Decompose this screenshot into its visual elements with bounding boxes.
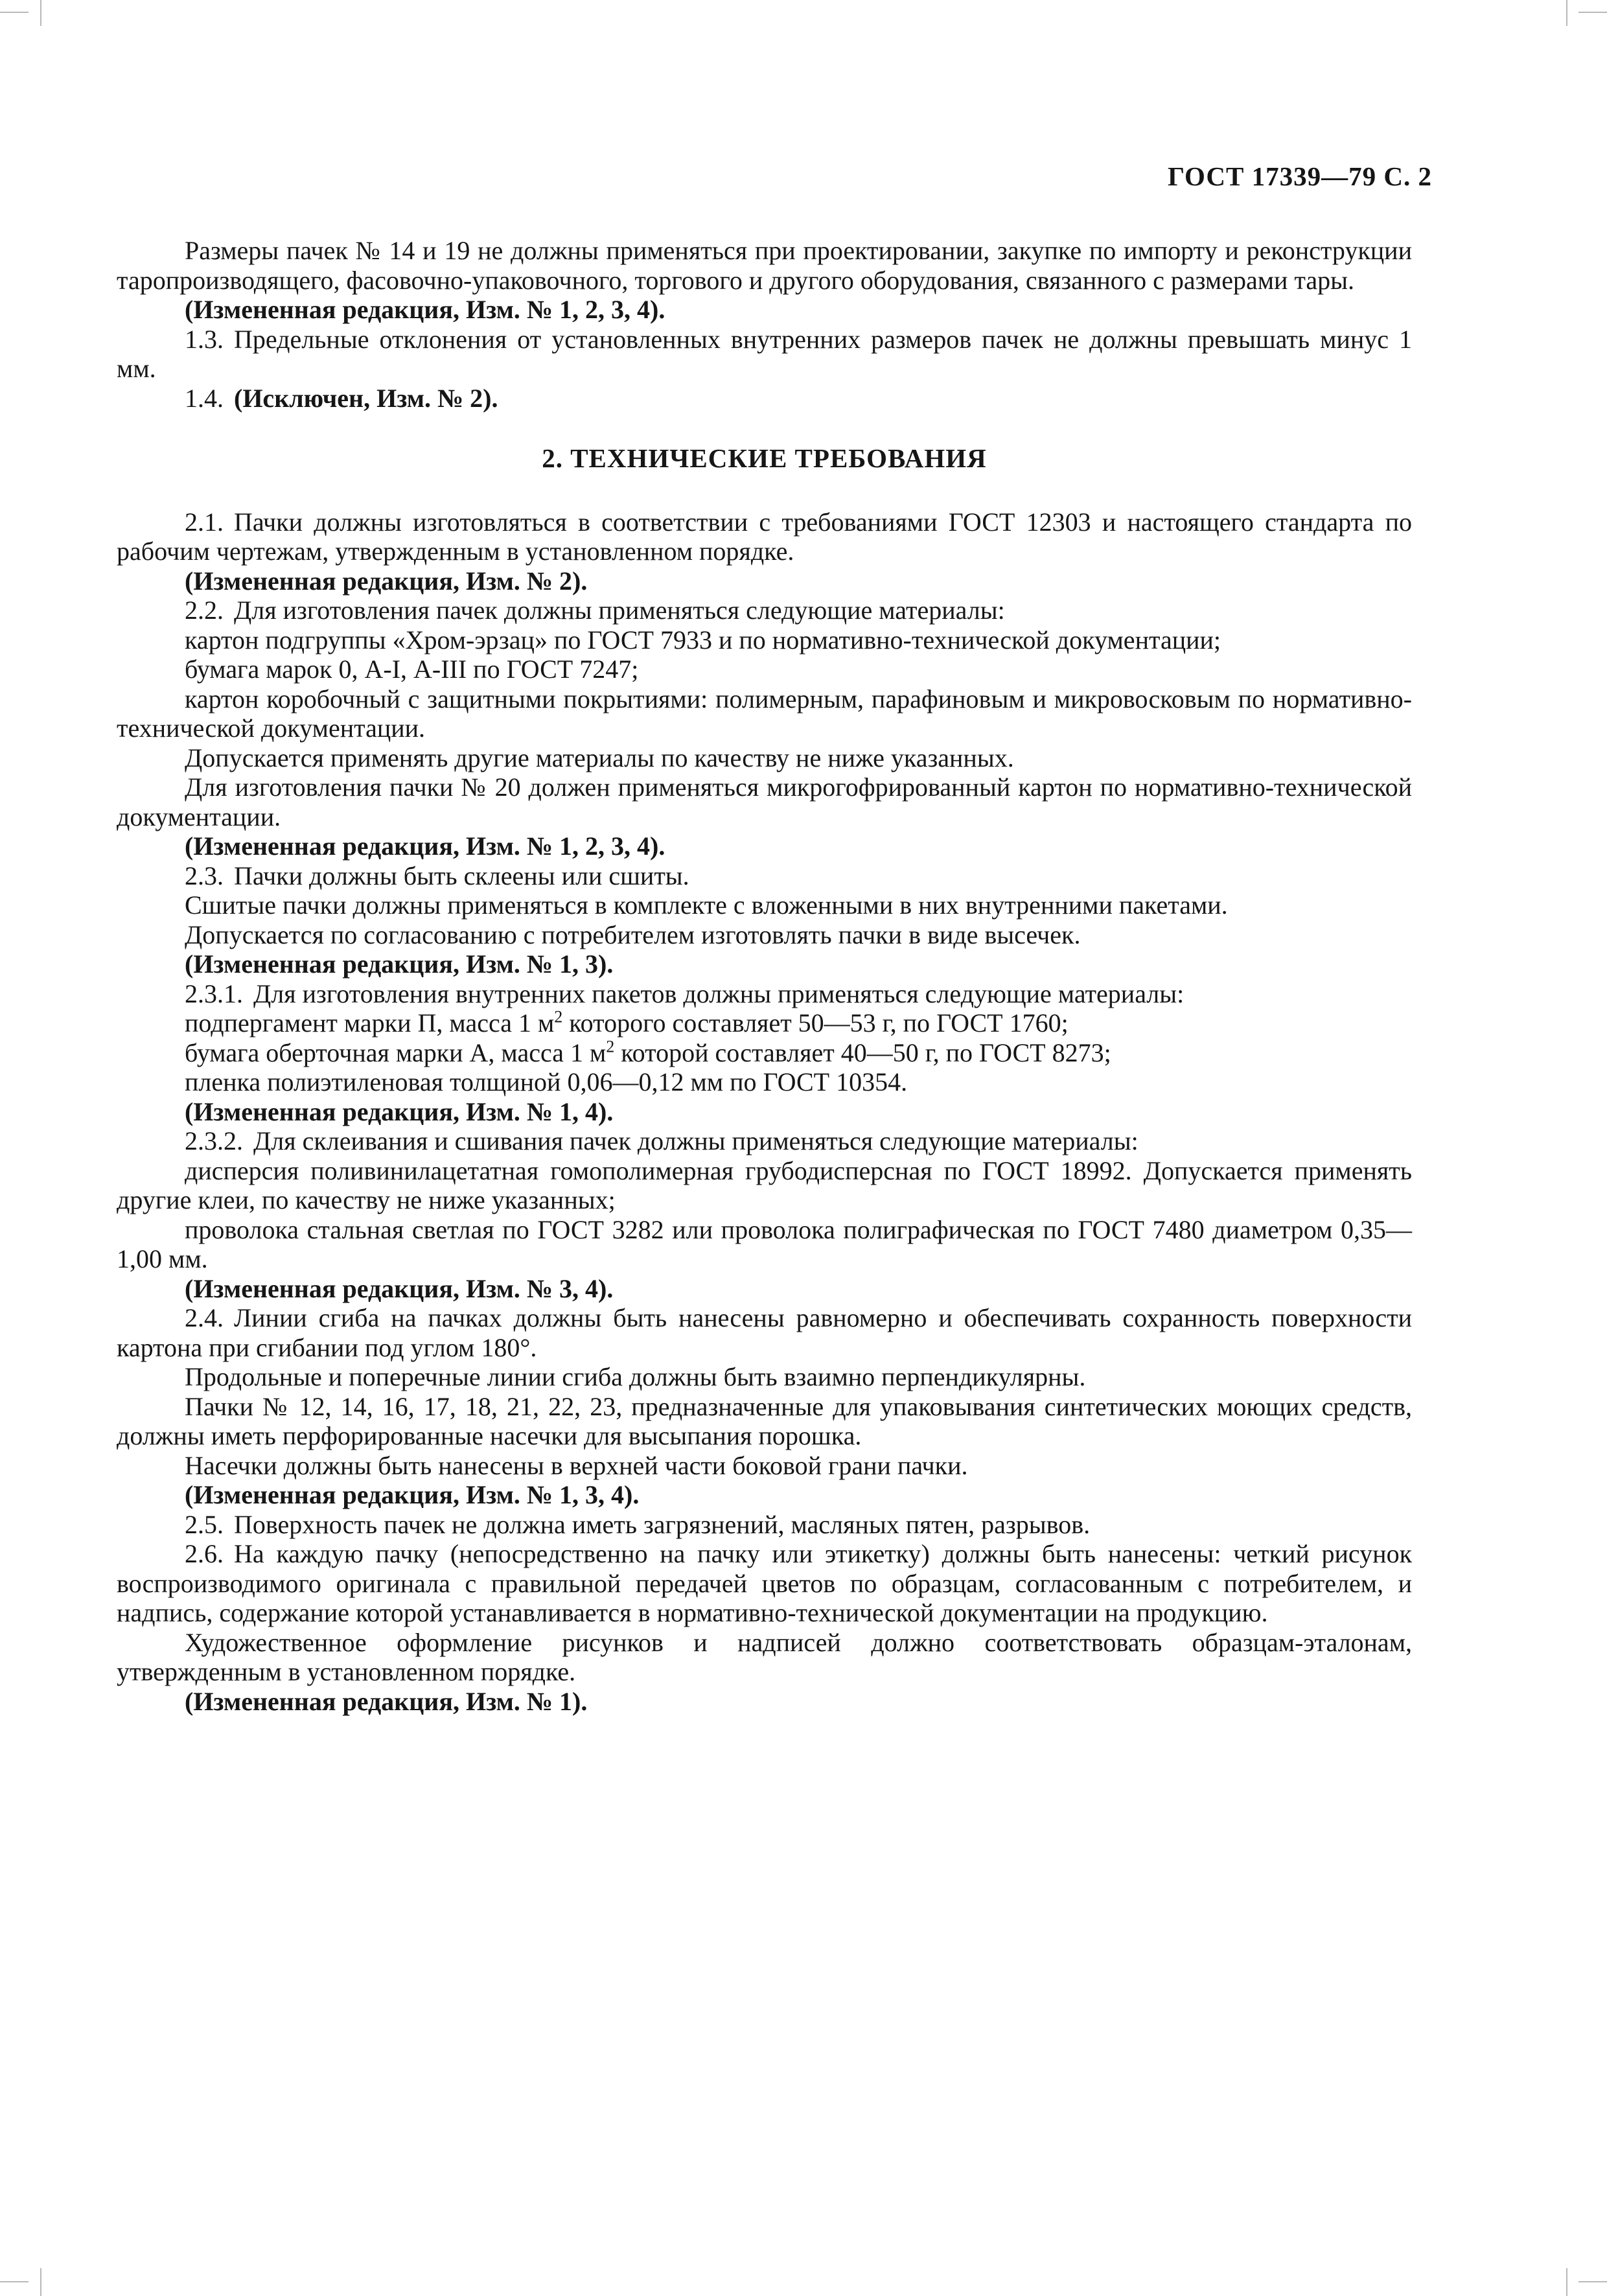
crop-mark-top-left-v xyxy=(40,0,41,26)
clause-2-4: 2.4. Линии сгиба на пачках должны быть нанесены равномерно и обеспечивать сохранность поверхности картона при сгибании под углом 180°. xyxy=(117,1303,1412,1362)
clause-number: 2.2. xyxy=(185,596,224,625)
paragraph: подпергамент марки П, масса 1 $м^2$ которого составляет 50—53 г, по ГОСТ 1760; xyxy=(185,1007,1069,1038)
amendment-note: (Измененная редакция, Изм. № 1, 2, 3, 4). xyxy=(185,295,665,324)
clause-1-3: 1.3. Предельные отклонения от установленных внутренних размеров пачек не должны превышать минус 1 мм. xyxy=(117,324,1412,383)
paragraph: Допускается применять другие материалы по качеству не ниже указанных. xyxy=(185,743,1014,772)
clause-2-6: 2.6. На каждую пачку (непосредственно на пачку или этикетку) должны быть нанесены: четкий рисунок воспроизводимого оригинала с правильной передачей цветов по образцам, согласованным с потребителем, и надпись, содержание которой устанавливается в нормативно-технической документации на продукцию. xyxy=(117,1539,1412,1627)
paragraph: Художественное оформление рисунков и надписей должно соответствовать образцам-эталонам, утвержденным в установленном порядке. xyxy=(117,1627,1412,1686)
document-body xyxy=(117,236,1412,1716)
clause-1-4: 1.4. (Исключен, Изм. № 2). xyxy=(185,383,498,413)
clause-2-3-1: 2.3.1. Для изготовления внутренних пакетов должны применяться следующие материалы: xyxy=(185,979,1185,1008)
amendment-note: (Измененная редакция, Изм. № 1, 2, 3, 4). xyxy=(185,831,665,861)
amendment-note: (Измененная редакция, Изм. № 1, 4). xyxy=(185,1096,614,1126)
paragraph: картон коробочный с защитными покрытиями: полимерным, парафиновым и микровосковым по нормативно-технической документации. xyxy=(117,684,1412,743)
crop-mark-bottom-right-v xyxy=(1566,2268,1567,2296)
clause-2-5: 2.5. Поверхность пачек не должна иметь загрязнений, масляных пятен, разрывов. xyxy=(185,1509,1091,1539)
clause-number: 1.4. xyxy=(185,383,224,413)
amendment-note: (Измененная редакция, Изм. № 1). xyxy=(185,1686,588,1716)
paragraph: бумага марок 0, А-I, А-III по ГОСТ 7247; xyxy=(185,655,639,684)
paragraph: Пачки № 12, 14, 16, 17, 18, 21, 22, 23, предназначенные для упаковывания синтетических моющих средств, должны иметь перфорированные насечки для высыпания порошка. xyxy=(117,1391,1412,1450)
paragraph: Допускается по согласованию с потребителем изготовлять пачки в виде высечек. xyxy=(185,920,1081,949)
clause-number: 2.1. xyxy=(185,507,224,537)
clause-2-1: 2.1. Пачки должны изготовляться в соответствии с требованиями ГОСТ 12303 и настоящего стандарта по рабочим чертежам, утвержденным в установленном порядке. xyxy=(117,507,1412,566)
crop-mark-top-right-h xyxy=(1578,12,1607,13)
amendment-note: (Измененная редакция, Изм. № 1, 3). xyxy=(185,949,614,979)
amendment-note: (Измененная редакция, Изм. № 3, 4). xyxy=(185,1273,614,1303)
paragraph: Для изготовления пачки № 20 должен применяться микрогофрированный картон по нормативно-технической документации. xyxy=(117,772,1412,831)
amendment-note: (Измененная редакция, Изм. № 1, 3, 4). xyxy=(185,1480,640,1509)
crop-mark-bottom-left-v xyxy=(40,2268,41,2296)
clause-number: 2.3. xyxy=(185,861,224,890)
clause-2-2: 2.2. Для изготовления пачек должны применяться следующие материалы: xyxy=(185,596,1005,625)
clause-number: 2.6. xyxy=(185,1539,224,1568)
clause-number: 2.5. xyxy=(185,1509,224,1539)
clause-number: 2.3.1. xyxy=(185,979,243,1008)
clause-2-3-2: 2.3.2. Для склеивания и сшивания пачек должны применяться следующие материалы: xyxy=(185,1126,1139,1155)
clause-2-3: 2.3. Пачки должны быть склеены или сшиты. xyxy=(185,861,689,890)
amendment-note: (Измененная редакция, Изм. № 2). xyxy=(185,566,588,596)
page-header: ГОСТ 17339—79 С. 2 xyxy=(1167,161,1432,191)
clause-number: 2.3.2. xyxy=(185,1126,243,1155)
section-title: 2. ТЕХНИЧЕСКИЕ ТРЕБОВАНИЯ xyxy=(542,443,987,473)
crop-mark-bottom-left-h xyxy=(0,2281,29,2282)
crop-mark-top-left-h xyxy=(0,12,29,13)
paragraph: пленка полиэтиленовая толщиной 0,06—0,12 мм по ГОСТ 10354. xyxy=(185,1067,908,1096)
paragraph: картон подгруппы «Хром-эрзац» по ГОСТ 7933 и по нормативно-технической документации; xyxy=(185,625,1221,655)
paragraph: Насечки должны быть нанесены в верхней части боковой грани пачки. xyxy=(185,1450,968,1480)
paragraph: бумага оберточная марки А, масса 1 $м^2$ которой составляет 40—50 г, по ГОСТ 8273; xyxy=(185,1037,1111,1067)
paragraph: проволока стальная светлая по ГОСТ 3282 или проволока полиграфическая по ГОСТ 7480 диаметром 0,35—1,00 мм. xyxy=(117,1214,1412,1273)
paragraph: дисперсия поливинилацетатная гомополимерная грубодисперсная по ГОСТ 18992. Допускается применять другие клеи, по качеству не ниже указанных; xyxy=(117,1155,1412,1214)
clause-number: 1.3. xyxy=(185,324,224,354)
crop-mark-top-right-v xyxy=(1566,0,1567,26)
paragraph: Продольные и поперечные линии сгиба должны быть взаимно перпендикулярны. xyxy=(185,1362,1086,1391)
paragraph: Размеры пачек № 14 и 19 не должны применяться при проектировании, закупке по импорту и реконструкции таропроизводящего, фасовочно-упаковочного, торгового и другого оборудования, связанного с размерами тары. xyxy=(117,236,1412,295)
paragraph: Сшитые пачки должны применяться в комплекте с вложенными в них внутренними пакетами. xyxy=(185,890,1228,920)
clause-number: 2.4. xyxy=(185,1303,224,1332)
crop-mark-bottom-right-h xyxy=(1578,2281,1607,2282)
